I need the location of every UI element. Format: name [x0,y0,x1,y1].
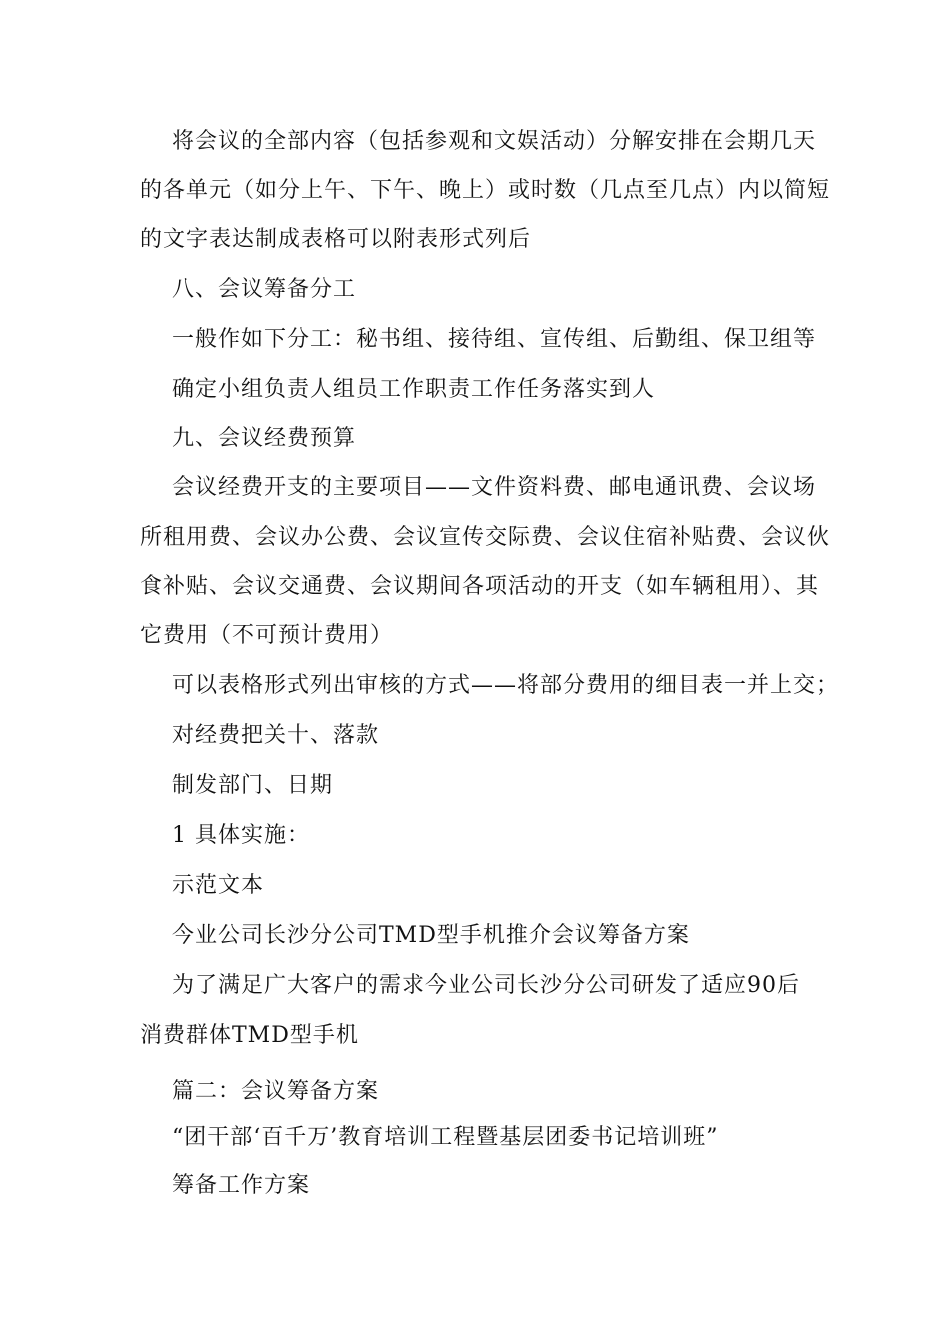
paragraph-line: 1 具体实施： [172,823,310,848]
paragraph-line: 的文字表达制成表格可以附表形式列后 [140,227,532,252]
section-heading: 八、会议筹备分工 [172,277,357,302]
section-heading: 九、会议经费预算 [172,426,357,451]
paragraph-line: 制发部门、日期 [172,773,334,798]
paragraph-line: 为了满足广大客户的需求今业公司长沙分公司研发了适应90后 [172,973,800,998]
paragraph-line: 筹备工作方案 [172,1173,311,1198]
paragraph-line: 一般作如下分工：秘书组、接待组、宣传组、后勤组、保卫组等 [172,327,817,352]
paragraph-line: 将会议的全部内容（包括参观和文娱活动）分解安排在会期几天 [172,129,817,154]
paragraph-line: 的各单元（如分上午、下午、晚上）或时数（几点至几点）内以简短 [140,178,831,203]
paragraph-line: 可以表格形式列出审核的方式——将部分费用的细目表一并上交； [172,673,840,698]
paragraph-line: 今业公司长沙分公司TMD型手机推介会议筹备方案 [172,923,690,948]
paragraph-line: “团干部‘百千万’教育培训工程暨基层团委书记培训班” [172,1125,719,1150]
paragraph-line: 消费群体TMD型手机 [140,1023,359,1048]
paragraph-line: 确定小组负责人组员工作职责工作任务落实到人 [172,377,656,402]
paragraph-line: 对经费把关十、落款 [172,723,380,748]
paragraph-line: 食补贴、会议交通费、会议期间各项活动的开支（如车辆租用）、其 [140,574,820,599]
paragraph-line: 它费用（不可预计费用） [140,623,394,648]
section-heading: 篇二：会议筹备方案 [172,1079,380,1104]
paragraph-line: 示范文本 [172,873,265,898]
paragraph-line: 会议经费开支的主要项目——文件资料费、邮电通讯费、会议场 [172,475,817,500]
paragraph-line: 所租用费、会议办公费、会议宣传交际费、会议住宿补贴费、会议伙 [140,525,831,550]
